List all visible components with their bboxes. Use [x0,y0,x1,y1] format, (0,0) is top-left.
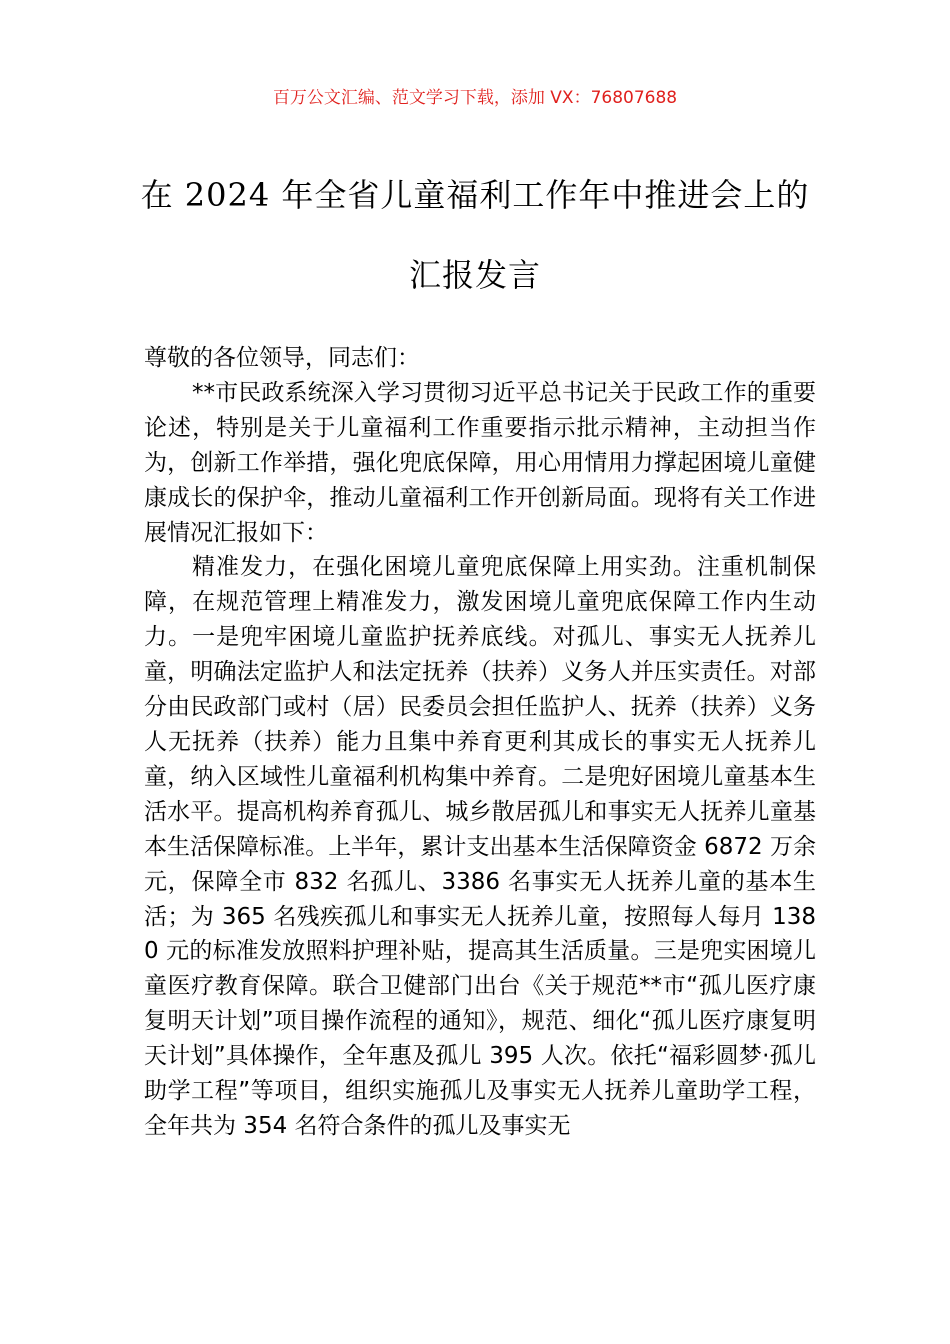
body-paragraph-intro: **市民政系统深入学习贯彻习近平总书记关于民政工作的重要论述，特别是关于儿童福利工作重要指示批示精神，主动担当作为，创新工作举措，强化兜底保障，用心用情用力撑起困境儿童健康成长的保护伞，推动儿童福利工作开创新局面。现将有关工作进展情况汇报如下： [144,379,816,546]
document-body [144,341,816,1144]
salutation: 尊敬的各位领导，同志们： [144,345,420,371]
header-note: 百万公文汇编、范文学习下载，添加 VX：76807688 [272,88,678,108]
body-paragraph-section-1: 精准发力，在强化困境儿童兜底保障上用实劲。注重机制保障，在规范管理上精准发力，激发困境儿童兜底保障工作内生动力。一是兜牢困境儿童监护抚养底线。对孤儿、事实无人抚养儿童，明确法定监护人和法定抚养（扶养）义务人并压实责任。对部分由民政部门或村（居）民委员会担任监护人、抚养（扶养）义务人无抚养（扶养）能力且集中养育更利其成长的事实无人抚养儿童，纳入区域性儿童福利机构集中养育。二是兜好困境儿童基本生活水平。提高机构养育孤儿、城乡散居孤儿和事实无人抚养儿童基本生活保障标准。上半年，累计支出基本生活保障资金 6872 万余元，保障全市 832 名孤儿、3386 名事实无人抚养儿童的基本生活；为 365 名残疾孤儿和事实无人抚养儿童，按照每人每月 1380 元的标准发放照料护理补贴，提高其生活质量。三是兜实困境儿童医疗教育保障。联合卫健部门出台《关于规范**市“孤儿医疗康复明天计划”项目操作流程的通知》，规范、细化“孤儿医疗康复明天计划”具体操作，全年惠及孤儿 395 人次。依托“福彩圆梦·孤儿助学工程”等项目，组织实施孤儿及事实无人抚养儿童助学工程，全年共为 354 名符合条件的孤儿及事实无 [144,554,816,1139]
document-title: 在 2024 年全省儿童福利工作年中推进会上的汇报发言 [140,176,810,294]
